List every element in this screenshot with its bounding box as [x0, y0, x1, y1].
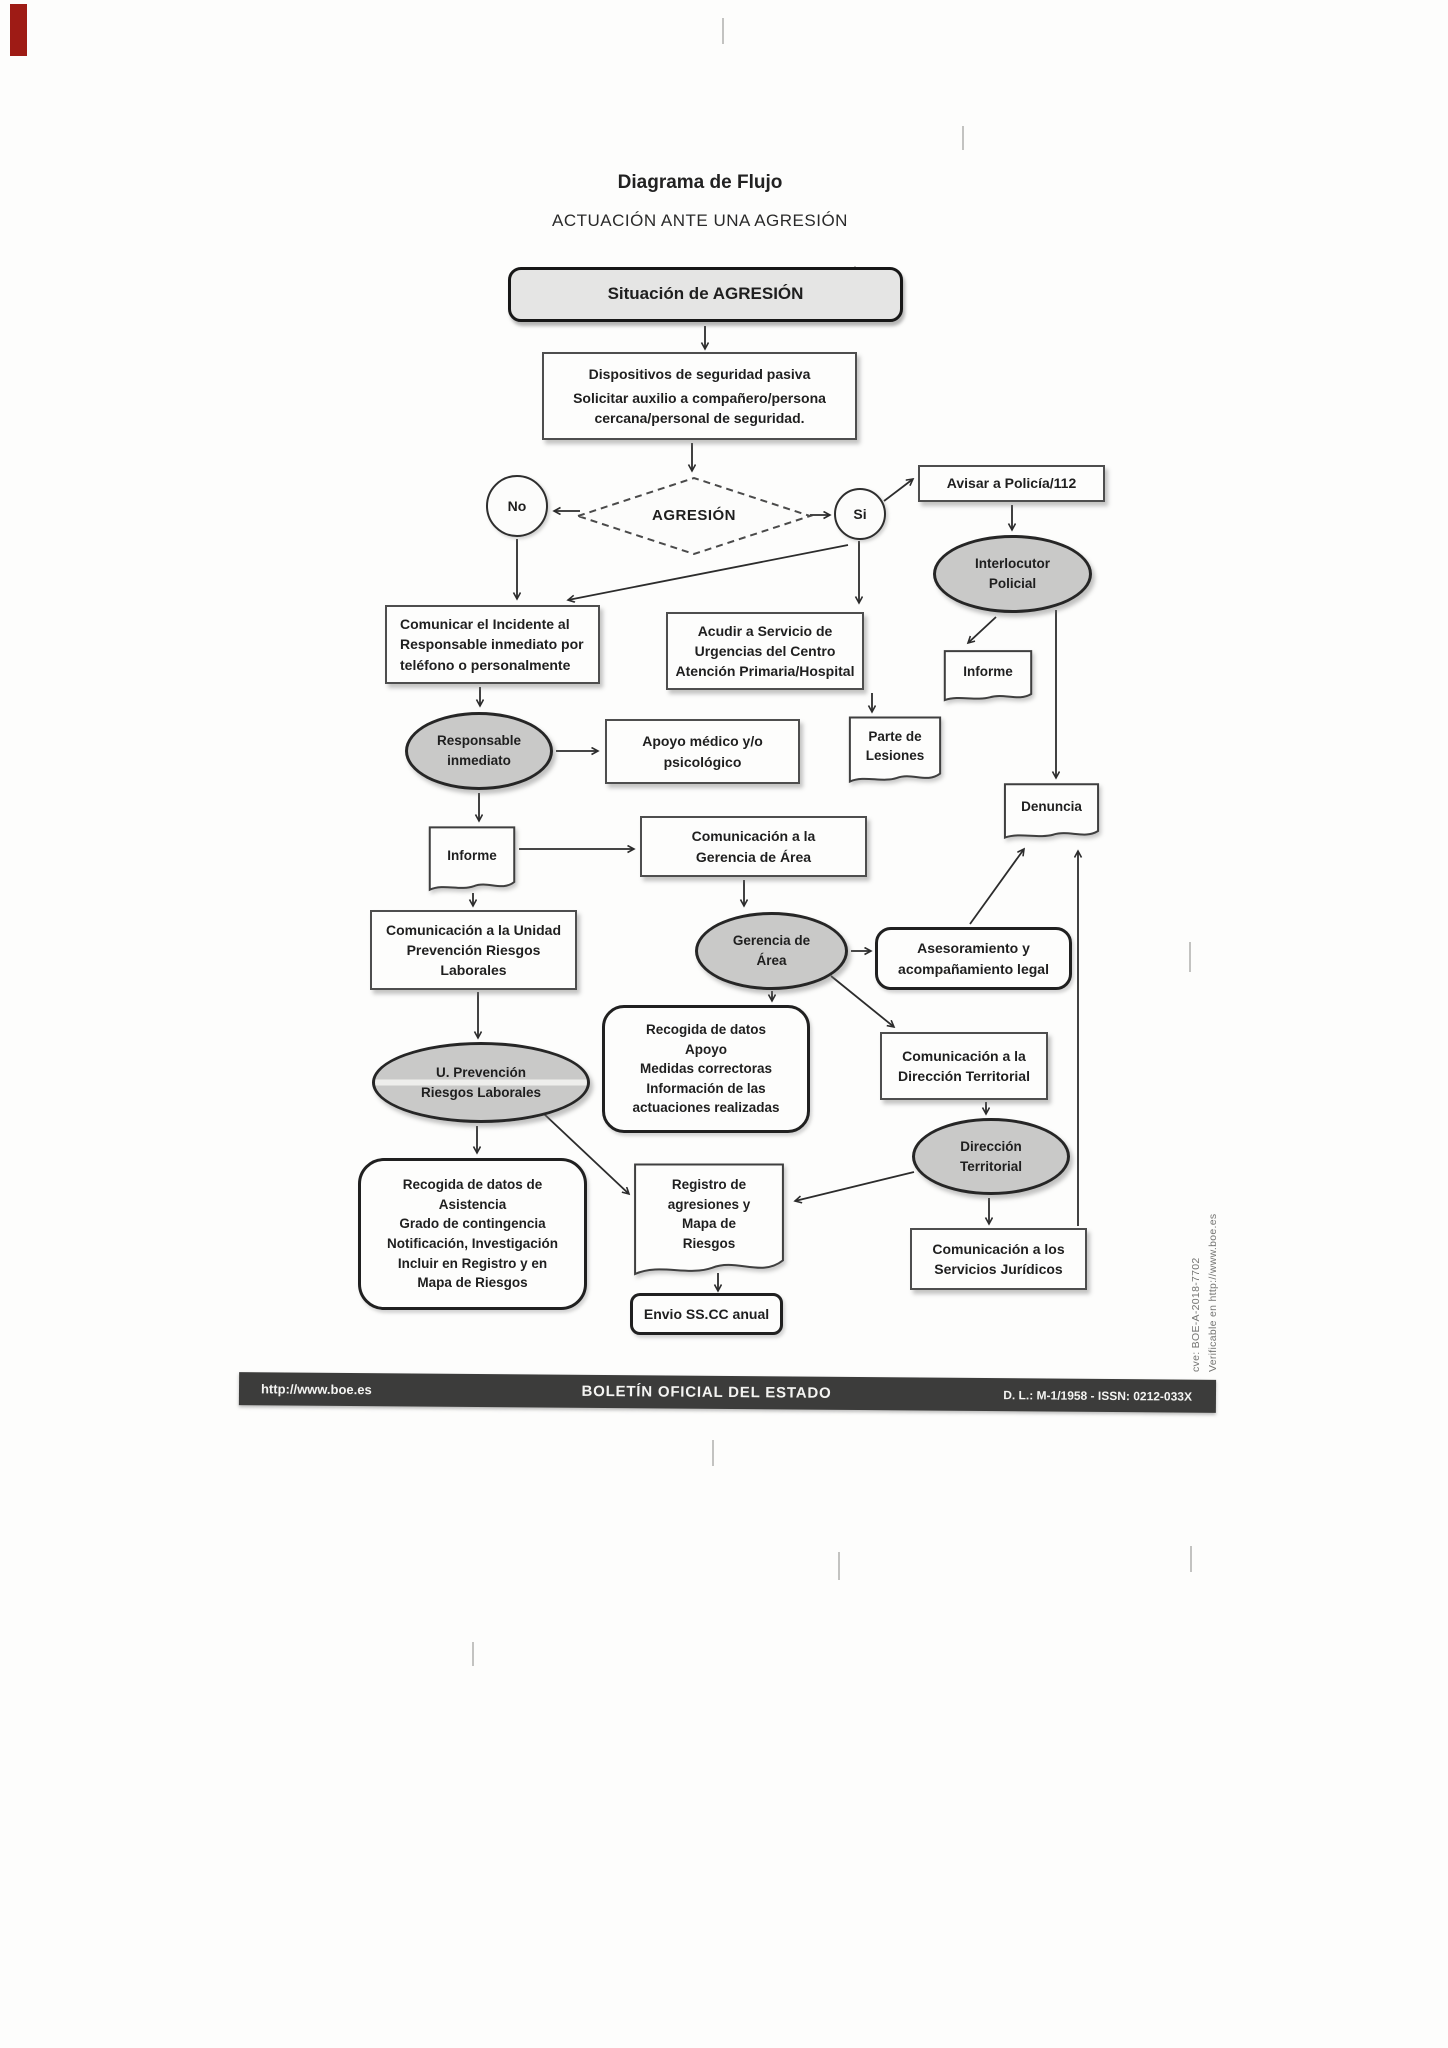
node-comunicar-incidente [385, 605, 600, 684]
node-servicios-juridicos [910, 1228, 1087, 1290]
node-label-line1: Recogida de datos [645, 1022, 767, 1038]
node-label: Asesoramiento y acompañamiento legal [898, 940, 1049, 977]
node-comunicacion-uprl [370, 910, 577, 990]
page-title: Diagrama de Flujo [617, 172, 783, 193]
arrow-dt-to-registro [795, 1172, 914, 1201]
node-dispositivos-seguridad [542, 352, 857, 440]
margin-note-cve [1188, 1128, 1222, 1372]
node-label: Parte de Lesiones [865, 728, 925, 764]
node-label: Dirección Territorial [959, 1138, 1022, 1174]
node-recogida-datos [602, 1005, 810, 1133]
node-label: Situación de AGRESIÓN [607, 284, 804, 304]
node-label: Apoyo médico y/o psicológico [642, 733, 763, 770]
node-label: Envio SS.CC anual [643, 1305, 770, 1322]
arrow-interlocutor-to-informe [968, 617, 996, 643]
footer-url: http://www.boe.es [260, 1381, 372, 1398]
node-label-line4: Información de las actuaciones realizadas [632, 1080, 780, 1116]
scan-artifact [722, 18, 724, 44]
scan-artifact [962, 126, 964, 150]
node-label: Avisar a Policía/112 [946, 475, 1077, 492]
footer-deposit-issn: D. L.: M-1/1958 - ISSN: 0212-033X [1003, 1387, 1193, 1404]
node-apoyo-medico [605, 719, 800, 784]
node-acudir-urgencias [666, 612, 864, 690]
arrow-si-to-comunicar [568, 545, 848, 600]
node-label: Informe [447, 847, 497, 863]
node-envio-sscc [630, 1293, 783, 1335]
header-block [430, 172, 970, 231]
node-label-line1: Recogida de datos de Asistencia [402, 1177, 543, 1212]
node-parte-lesiones [848, 716, 942, 788]
node-label-line2: Grado de contingencia [399, 1216, 546, 1232]
node-si [834, 488, 886, 540]
node-label: Registro de agresiones y Mapa de Riesgos [667, 1177, 751, 1251]
node-label: Comunicación a la Gerencia de Área [691, 828, 816, 865]
node-label: Responsable inmediato [436, 733, 522, 768]
margin-note-line2: Verificable en http://www.boe.es [1206, 1213, 1219, 1372]
node-label: No [507, 497, 527, 514]
node-registro-agresiones [632, 1162, 786, 1285]
node-gerencia-area [695, 912, 848, 990]
arrow-asesoramiento-to-denuncia [970, 849, 1024, 924]
scan-artifact [838, 1552, 840, 1580]
node-responsable-inmediato [405, 712, 553, 790]
node-informe-responsable [428, 826, 516, 896]
node-situacion-agresion [508, 267, 903, 322]
node-label-line1: Dispositivos de seguridad pasiva [588, 365, 811, 382]
scan-red-mark [10, 4, 27, 56]
scan-artifact [1189, 942, 1191, 972]
node-label: Comunicar el Incidente al Responsable inmediato por teléfono o personalmente [400, 616, 584, 673]
node-label: Comunicación a los Servicios Jurídicos [932, 1240, 1065, 1277]
margin-note-line1: cve: BOE-A-2018-7702 [1190, 1257, 1202, 1372]
node-label: Denuncia [1021, 799, 1082, 815]
footer-publication: BOLETÍN OFICIAL DEL ESTADO [581, 1382, 832, 1402]
node-label: Acudir a Servicio de Urgencias del Centro Atención Primaria/Hospital [675, 622, 855, 680]
node-label: U. Prevención Riesgos Laborales [420, 1064, 542, 1100]
node-avisar-policia [918, 465, 1105, 502]
node-label: Comunicación a la Unidad Prevención Riesgos Laborales [385, 921, 562, 979]
scan-artifact [1190, 1546, 1192, 1572]
node-label: Interlocutor Policial [974, 556, 1050, 591]
node-no [486, 475, 548, 537]
scan-artifact [712, 1440, 714, 1466]
node-label: Comunicación a la Dirección Territorial [897, 1047, 1030, 1084]
node-recogida-asistencia [358, 1158, 587, 1310]
node-label: Si [853, 505, 867, 522]
node-informe-policial [943, 650, 1033, 705]
node-label-line2: Apoyo [685, 1041, 727, 1057]
node-comunicacion-dt [880, 1032, 1048, 1100]
node-label: Informe [963, 664, 1013, 680]
node-label-line3: Medidas correctoras [639, 1061, 773, 1077]
node-decision-agresion [578, 495, 810, 537]
scan-artifact [472, 1642, 474, 1666]
node-asesoramiento-legal [875, 927, 1072, 990]
node-label-line2: Solicitar auxilio a compañero/persona cercana/personal de seguridad. [573, 389, 826, 427]
node-label-line3: Notificación, Investigación [386, 1236, 559, 1251]
arrow-si-to-avisar [884, 479, 913, 501]
node-denuncia [1003, 783, 1100, 843]
page-subtitle: ACTUACIÓN ANTE UNA AGRESIÓN [552, 211, 848, 230]
node-direccion-territorial [912, 1118, 1070, 1195]
node-label: Gerencia de Área [732, 933, 811, 968]
node-uprl [372, 1042, 590, 1123]
node-label: AGRESIÓN [651, 507, 736, 525]
node-interlocutor-policial [933, 535, 1092, 613]
node-comunicacion-gerencia [640, 816, 867, 877]
node-label-line4: Incluir en Registro y en Mapa de Riesgos [397, 1255, 548, 1291]
